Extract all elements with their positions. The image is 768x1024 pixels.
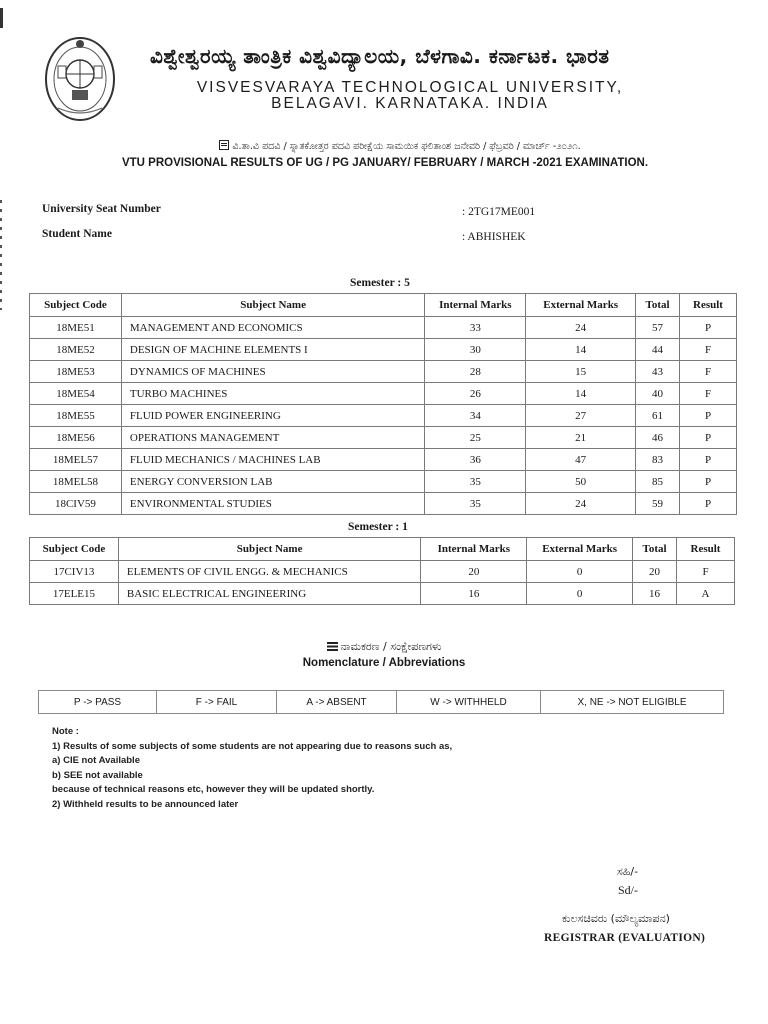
subject-code: 18ME53: [30, 361, 122, 383]
note-line: 1) Results of some subjects of some students are not appearing due to reasons such as,: [52, 740, 453, 752]
university-title-english: [140, 80, 680, 112]
result: P: [680, 471, 737, 493]
subject-code: 18ME55: [30, 405, 122, 427]
subject-code: 18ME52: [30, 339, 122, 361]
note-line: 2) Withheld results to be announced later: [52, 798, 239, 810]
result: A: [677, 583, 735, 605]
result: F: [677, 561, 735, 583]
subject-code: 18MEL57: [30, 449, 122, 471]
external-marks: 14: [526, 383, 636, 405]
subject-name: DYNAMICS OF MACHINES: [121, 361, 425, 383]
results-subtitle-kannada-text: ವಿ.ತಾ.ವಿ ಪದವಿ / ಸ್ನಾತಕೋತ್ತರ ಪದವಿ ಪರೀಕ್ಷೆಯ ಸಾಮಯಿಕ ಫಲಿತಾಂಶ ಜನೇವರಿ / ಫೆಬ್ರವರಿ / ಮಾರ್ಚ್ -೨೦೨೧.: [232, 141, 581, 152]
university-logo-icon: [44, 36, 116, 122]
registrar-english: REGISTRAR (EVALUATION): [544, 932, 706, 944]
internal-marks: 30: [425, 339, 526, 361]
document-icon: [219, 140, 229, 150]
subject-name: OPERATIONS MANAGEMENT: [121, 427, 425, 449]
result: P: [680, 449, 737, 471]
external-marks: 0: [527, 561, 633, 583]
col-subject-name: Subject Name: [118, 538, 421, 561]
subject-name: FLUID MECHANICS / MACHINES LAB: [121, 449, 425, 471]
results-subtitle-english: VTU PROVISIONAL RESULTS OF UG / PG JANUARY/ FEBRUARY / MARCH -2021 EXAMINATION.: [121, 157, 649, 169]
total-marks: 20: [633, 561, 677, 583]
table-row: [30, 339, 737, 361]
subject-code: 18ME56: [30, 427, 122, 449]
internal-marks: 20: [421, 561, 527, 583]
list-icon: [327, 642, 338, 651]
semester-heading: Semester : 1: [348, 521, 408, 533]
table-row: [30, 383, 737, 405]
note-line: b) SEE not available: [52, 769, 143, 781]
nomenclature-heading-kannada-text: ನಾಮಕರಣ / ಸಂಕ್ಷೇಪಣಗಳು: [340, 640, 442, 653]
col-total: Total: [633, 538, 677, 561]
total-marks: 59: [636, 493, 680, 515]
external-marks: 27: [526, 405, 636, 427]
note-line: Note :: [52, 726, 79, 737]
registrar-kannada: ಕುಲಸಚಿವರು (ಮೌಲ್ಯಮಾಪನ): [562, 912, 670, 925]
external-marks: 50: [526, 471, 636, 493]
table-row: [30, 583, 735, 605]
results-subtitle-kannada: [120, 140, 680, 152]
result: F: [680, 383, 737, 405]
external-marks: 21: [526, 427, 636, 449]
table-row: [30, 361, 737, 383]
internal-marks: 28: [425, 361, 526, 383]
table-row: [30, 449, 737, 471]
external-marks: 0: [527, 583, 633, 605]
external-marks: 15: [526, 361, 636, 383]
subject-code: 18ME54: [30, 383, 122, 405]
internal-marks: 36: [425, 449, 526, 471]
seat-number-label: University Seat Number: [42, 203, 161, 215]
col-subject-code: Subject Code: [30, 294, 122, 317]
total-marks: 85: [636, 471, 680, 493]
subject-code: 17ELE15: [30, 583, 119, 605]
note-line: because of technical reasons etc, however they will be updated shortly.: [52, 784, 375, 795]
col-external-marks: External Marks: [526, 294, 636, 317]
internal-marks: 25: [425, 427, 526, 449]
subject-code: 18ME51: [30, 317, 122, 339]
table-row: [30, 427, 737, 449]
col-internal-marks: Internal Marks: [425, 294, 526, 317]
total-marks: 57: [636, 317, 680, 339]
subject-name: ELEMENTS OF CIVIL ENGG. & MECHANICS: [118, 561, 421, 583]
scan-artifact: [0, 8, 3, 28]
semester-5-table: [29, 293, 737, 515]
subject-name: MANAGEMENT AND ECONOMICS: [121, 317, 425, 339]
abbreviation-not-eligible: X, NE -> NOT ELIGIBLE: [540, 690, 724, 714]
result: P: [680, 317, 737, 339]
notes-section: [52, 725, 452, 812]
result: F: [680, 339, 737, 361]
table-row: [30, 471, 737, 493]
internal-marks: 34: [425, 405, 526, 427]
nomenclature-heading-kannada: [0, 640, 768, 654]
signed-kannada: ಸಹಿ/-: [617, 865, 639, 878]
abbreviation-absent: A -> ABSENT: [276, 690, 396, 714]
subject-code: 18MEL58: [30, 471, 122, 493]
table-row: [30, 561, 735, 583]
subject-name: DESIGN OF MACHINE ELEMENTS I: [121, 339, 425, 361]
table-row: [30, 493, 737, 515]
internal-marks: 26: [425, 383, 526, 405]
abbreviation-withheld: W -> WITHHELD: [396, 690, 540, 714]
abbreviation-pass: P -> PASS: [38, 690, 156, 714]
total-marks: 16: [633, 583, 677, 605]
total-marks: 40: [636, 383, 680, 405]
result: P: [680, 405, 737, 427]
total-marks: 61: [636, 405, 680, 427]
student-name-label: Student Name: [42, 228, 112, 240]
subject-name: ENVIRONMENTAL STUDIES: [121, 493, 425, 515]
abbreviation-legend: [38, 690, 724, 714]
abbreviation-fail: F -> FAIL: [156, 690, 276, 714]
internal-marks: 35: [425, 471, 526, 493]
total-marks: 44: [636, 339, 680, 361]
external-marks: 47: [526, 449, 636, 471]
student-name-value: : ABHISHEK: [462, 231, 526, 243]
col-subject-code: Subject Code: [30, 538, 119, 561]
result: P: [680, 493, 737, 515]
subject-name: BASIC ELECTRICAL ENGINEERING: [118, 583, 421, 605]
col-internal-marks: Internal Marks: [421, 538, 527, 561]
internal-marks: 35: [425, 493, 526, 515]
total-marks: 43: [636, 361, 680, 383]
table-header-row: [30, 538, 735, 561]
col-external-marks: External Marks: [527, 538, 633, 561]
signed-english: Sd/-: [618, 883, 639, 897]
title-line-1: VISVESVARAYA TECHNOLOGICAL UNIVERSITY,: [196, 79, 624, 96]
external-marks: 24: [526, 493, 636, 515]
col-total: Total: [636, 294, 680, 317]
internal-marks: 33: [425, 317, 526, 339]
external-marks: 14: [526, 339, 636, 361]
university-title-kannada: ವಿಶ್ವೇಶ್ವರಯ್ಯ ತಾಂತ್ರಿಕ ವಿಶ್ವವಿದ್ಯಾಲಯ, ಬೆಳಗಾವಿ. ಕರ್ನಾಟಕ. ಭಾರತ: [150, 44, 610, 68]
subject-name: ENERGY CONVERSION LAB: [121, 471, 425, 493]
table-header-row: [30, 294, 737, 317]
subject-name: TURBO MACHINES: [121, 383, 425, 405]
table-row: [30, 405, 737, 427]
note-line: a) CIE not Available: [52, 755, 140, 766]
internal-marks: 16: [421, 583, 527, 605]
title-line-2: BELAGAVI. KARNATAKA. INDIA: [271, 95, 549, 112]
result: P: [680, 427, 737, 449]
total-marks: 46: [636, 427, 680, 449]
semester-1-table: [29, 537, 735, 605]
col-result: Result: [680, 294, 737, 317]
table-row: [30, 317, 737, 339]
nomenclature-heading-english: Nomenclature / Abbreviations: [302, 657, 466, 669]
result: F: [680, 361, 737, 383]
total-marks: 83: [636, 449, 680, 471]
subject-code: 17CIV13: [30, 561, 119, 583]
external-marks: 24: [526, 317, 636, 339]
col-result: Result: [677, 538, 735, 561]
scan-artifact: [0, 200, 2, 310]
subject-name: FLUID POWER ENGINEERING: [121, 405, 425, 427]
seat-number-value: : 2TG17ME001: [462, 206, 536, 218]
col-subject-name: Subject Name: [121, 294, 425, 317]
subject-code: 18CIV59: [30, 493, 122, 515]
semester-heading: Semester : 5: [350, 277, 410, 289]
